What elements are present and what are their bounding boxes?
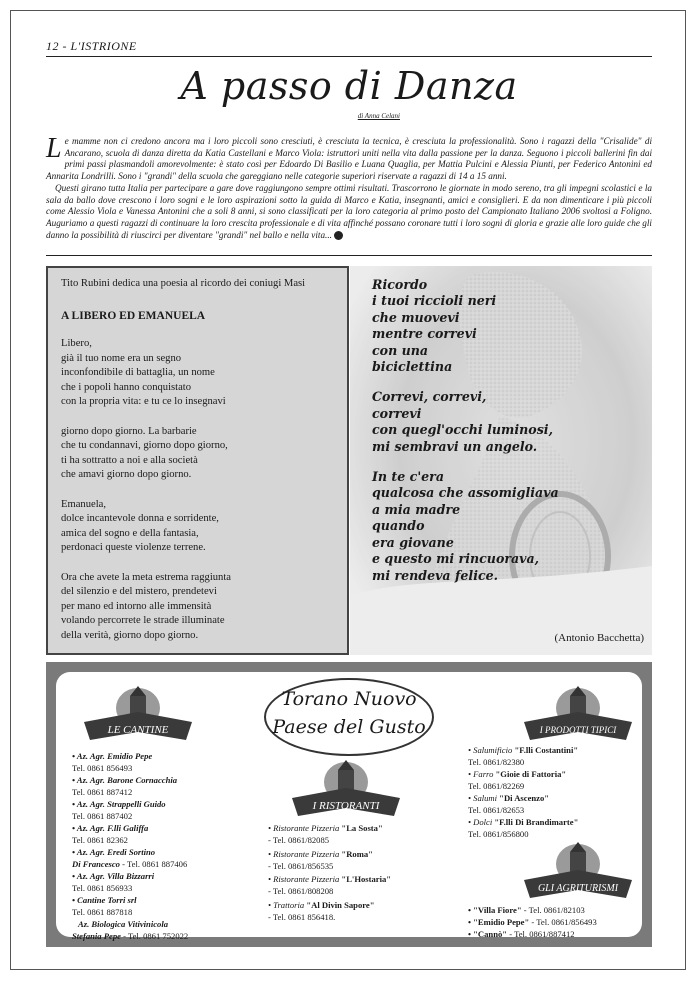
verse-line: e questo mi rincuorava, — [372, 551, 540, 567]
cantina-tel-row — [72, 834, 188, 846]
badge-ristoranti — [290, 758, 402, 820]
verse-line: biciclettina — [372, 359, 453, 375]
cantina-name-row — [72, 750, 188, 762]
verse-line: Correvi, correvi, — [372, 389, 487, 405]
cantine-list — [72, 750, 188, 942]
torano-nuovo-ad — [46, 662, 652, 947]
prodotto-row — [468, 768, 578, 780]
prodotto-tel: Tel. 0861/856800 — [468, 829, 529, 839]
verse-line: qualcosa che assomigliava — [372, 485, 559, 501]
cantina-last-name: Stefania Pepe — [72, 931, 121, 941]
poem-line: della verità, giorno dopo giorno. — [61, 629, 199, 641]
village-icon — [522, 840, 634, 902]
cantina-name: Az. Agr. Eredi Sortino — [76, 847, 156, 857]
verse-author: (Antonio Bacchetta) — [554, 632, 644, 644]
running-head: 12 - L'ISTRIONE — [46, 39, 137, 53]
poem-stanza — [61, 425, 341, 483]
cantina-tel: Tel. 0861 887402 — [72, 811, 133, 821]
agriturismo-row — [468, 928, 597, 940]
verse-stanza — [372, 389, 559, 455]
cantina-name-row — [72, 822, 188, 834]
verse-line: che muovevi — [372, 309, 460, 325]
ristorante-type: • Trattoria — [268, 899, 305, 910]
article-paragraph-2 — [46, 183, 652, 242]
ristorante-type: • Ristorante Pizzeria — [268, 848, 340, 859]
poem-line: volando percorrete le strade illuminate — [61, 615, 225, 627]
poem-line: che tu condannavi, giorno dopo giorno, — [61, 440, 228, 452]
verse-line: In te c'era — [372, 469, 444, 485]
prodotto-type: • Dolci — [468, 817, 493, 827]
agriturismo-row — [468, 916, 597, 928]
cantina-name: Cantine Torri srl — [77, 895, 137, 905]
ristorante-name: "Al Divin Sapore" — [304, 899, 375, 910]
cantina-tel-row — [72, 858, 188, 870]
ad-title-line-1: Torano Nuovo — [281, 688, 417, 710]
prodotto-tel: Tel. 0861/82269 — [468, 781, 525, 791]
poem-title: A LIBERO ED EMANUELA — [61, 310, 206, 322]
ristorante-type: • Ristorante Pizzeria — [268, 823, 340, 833]
badge-cantine — [82, 682, 194, 744]
poem-stanza — [61, 337, 341, 410]
cantina-name-row — [72, 798, 188, 810]
prodotti-list — [468, 744, 578, 840]
prodotto-type: • Farro — [468, 769, 494, 779]
verse-line: Ricordo — [372, 277, 428, 292]
verse-line: mi rendeva felice. — [372, 567, 499, 583]
agriturismo-name: • "Emidio Pepe" — [468, 917, 530, 927]
poem-box — [46, 266, 349, 655]
poem-stanza — [61, 571, 341, 644]
agriturismo-name: • "Villa Fiore" — [468, 905, 522, 915]
spacer — [268, 923, 391, 925]
ristorante-tel: - Tel. 0861/856535 — [268, 860, 334, 871]
cantina-extra: Di Francesco — [72, 859, 120, 869]
drop-cap: L — [46, 133, 62, 164]
ristorante-row — [268, 873, 391, 885]
badge-cantine-label: LE CANTINE — [107, 724, 169, 736]
cantina-last-tel: - Tel. 0861 752022 — [120, 931, 189, 941]
poem-line: che i popoli hanno conquistato — [61, 381, 192, 393]
verse-line: mentre correvi — [372, 326, 477, 342]
header-rule — [46, 56, 652, 57]
cantina-tel: Tel. 0861 887818 — [72, 907, 133, 917]
verse-line: era giovane — [372, 534, 454, 550]
paragraph-2-text: Questi girano tutta Italia per partecipare a gare dove raggiungono sempre ottimi risultati. Trascorrono le giornate in modo sereno, tra gli impegni scolastici e la sala da ballo dove crescono i loro sogni e le loro aspirazioni sotto la guida di Marco e Katia, insegnanti, amici e consiglieri. E da non dimenticare i più piccoli come Alessio Viola e Vanessa Antonini che a soli 8 anni, si sono classificati per la loro categoria al primo posto del Campionato Italiano 2006 svoltosi a Foligno. Auguriamo a questi ragazzi di continuare la loro crescita professionale e di vita affinché possano coronare tutti i loro sogni di gloria e grazie alle loro guide che gli danno la possibilità di riuscirci per diventare "grandi" nel ballo e nella vita... — [46, 182, 652, 240]
verse-line: quando — [372, 518, 425, 534]
ristorante-tel: - Tel. 0861 856418. — [268, 911, 336, 922]
badge-agriturismi — [522, 840, 634, 902]
bullet: • — [72, 871, 77, 881]
ad-panel — [56, 672, 642, 941]
cantina-tel-row — [72, 882, 188, 894]
cantina-tel-row — [72, 906, 188, 918]
verse-line: con quegl'occhi luminosi, — [372, 422, 553, 438]
poem-line: giorno dopo giorno. La barbarie — [61, 425, 197, 437]
poem-line: già il tuo nome era un segno — [61, 352, 182, 364]
poem-line: ti ha sottratto a noi e alla società — [61, 454, 198, 466]
prodotto-tel: Tel. 0861/82653 — [468, 805, 525, 815]
cantina-tel-row — [72, 786, 188, 798]
badge-agriturismi-label: GLI AGRITURISMI — [537, 883, 619, 894]
cantina-last-line-2 — [72, 930, 188, 942]
poem-line: del silenzio e del mistero, prendetevi — [61, 586, 217, 598]
section-rule — [46, 255, 652, 256]
prodotto-name: "Gioie di Fattoria" — [493, 769, 567, 779]
bullet: • — [72, 751, 77, 761]
village-icon — [522, 682, 634, 744]
cantina-name: Az. Agr. Villa Bizzarri — [76, 871, 155, 881]
bullet: • — [72, 775, 77, 785]
poem-intro: Tito Rubini dedica una poesia al ricordo dei coniugi Masi — [61, 278, 306, 289]
prodotto-row — [468, 792, 578, 804]
prodotto-name: "Di Ascenzo" — [497, 793, 550, 803]
verse-stanzas — [372, 277, 559, 598]
cantina-tel: Tel. 0861 887412 — [72, 787, 133, 797]
poem-stanzas — [61, 337, 341, 658]
ristorante-row — [268, 848, 391, 860]
ad-title-line-2: Paese del Gusto — [272, 716, 426, 738]
verse-line: correvi — [372, 405, 422, 421]
poem-stanza — [61, 498, 341, 556]
verse-line: mi sembravi un angelo. — [372, 438, 538, 454]
agriturismo-tel: - Tel. 0861/82103 — [521, 905, 585, 915]
ristorante-type: • Ristorante Pizzeria — [268, 874, 340, 884]
verse-stanza — [372, 277, 559, 375]
ristorante-row — [268, 822, 391, 834]
cantina-name: Az. Agr. Barone Cornacchia — [76, 775, 178, 785]
prodotto-row — [468, 816, 578, 828]
poem-line: inconfondibile di battaglia, un nome — [61, 367, 215, 379]
agriturismo-name: • "Cannò" — [468, 929, 508, 939]
ad-title-oval — [264, 678, 434, 756]
ristorante-tel: - Tel. 0861/82085 — [268, 835, 330, 845]
bullet: • — [72, 799, 77, 809]
cantina-name-row — [72, 894, 188, 906]
cantina-name-row — [72, 774, 188, 786]
poem-line: per mano ed intorno alle immensità — [61, 600, 212, 612]
badge-prodotti-label: I PRODOTTI TIPICI — [539, 725, 617, 735]
agriturismo-tel: - Tel. 0861/856493 — [529, 917, 597, 927]
cantina-tel: Tel. 0861 82362 — [72, 835, 128, 845]
article-byline: di Anna Celani — [357, 112, 400, 120]
bullet: • — [72, 895, 78, 905]
cantina-tel: Tel. 0861 856493 — [72, 763, 133, 773]
ristorante-row — [268, 899, 391, 911]
badge-ristoranti-label: I RISTORANTI — [312, 800, 380, 812]
cantina-tel: Tel. 0861 856933 — [72, 883, 133, 893]
poem-line: perdonaci queste violenze terrene. — [61, 542, 206, 554]
article-title: A passo di Danza — [180, 64, 518, 108]
verse-line: con una — [372, 342, 429, 358]
poem-line: Ora che avete la meta estrema raggiunta — [61, 571, 231, 583]
badge-prodotti — [522, 682, 634, 744]
article-paragraph-1 — [46, 133, 652, 183]
bullet: • — [72, 847, 77, 857]
prodotto-row — [468, 744, 578, 756]
verse-line: a mia madre — [372, 501, 461, 517]
cantina-name: Az. Agr. F.lli Galiffa — [76, 823, 149, 833]
paragraph-1-text: e mamme non ci credono ancora ma i loro piccoli sono cresciuti, è cresciuta la tecnica, è cresciuta la professionalità. Sono i ragazzi della "Crisalide" di Ancarano, scuola di danza diretta da Katia Castellani e Marco Viola: istruttori uniti nella vita dalla passione per la danza. Seguono i piccoli ballerini fin dai primi passi plasmandoli amorevolmente: è stato così per Edoardo Di Basilio e Luana Quaglia, per Mattia Pulcini e Alessia Piunti, per Federico Antonini ed Annarita Londrilli. Sono i "grandi" della scuola che gareggiano nelle categorie superiori riservate a ragazzi di 14 a 15 anni. — [46, 136, 652, 182]
prodotto-tel: Tel. 0861/82380 — [468, 757, 525, 767]
verse-panel — [350, 266, 652, 655]
verse-line: i tuoi riccioli neri — [372, 293, 497, 309]
prodotto-name: "F.lli Di Brandimarte" — [492, 817, 579, 827]
end-mark-icon — [334, 231, 343, 240]
cantina-name: Az. Agr. Emidio Pepe — [76, 751, 153, 761]
agriturismo-tel: - Tel. 0861/887412 — [507, 929, 575, 939]
poem-line: Libero, — [61, 338, 92, 349]
ristoranti-list — [268, 822, 391, 924]
article-body — [46, 133, 652, 241]
cantina-tel-row — [72, 810, 188, 822]
agriturismo-row — [468, 904, 597, 916]
ristorante-tel: - Tel. 0861/808208 — [268, 886, 334, 896]
cantina-tel: - Tel. 0861 887406 — [119, 859, 188, 869]
cantina-name-row — [72, 870, 188, 882]
poem-line: Emanuela, — [61, 498, 107, 510]
prodotto-name: "F.lli Costantini" — [512, 745, 579, 755]
agriturismi-list — [468, 904, 597, 940]
ristorante-name: "Roma" — [339, 848, 373, 859]
poem-line: amica del sogno e della fantasia, — [61, 527, 199, 539]
prodotto-type: • Salumificio — [468, 745, 513, 755]
poem-line: che amavi giorno dopo giorno. — [61, 469, 192, 481]
village-icon — [82, 682, 194, 744]
bullet: • — [72, 823, 77, 833]
verse-stanza — [372, 469, 559, 584]
village-icon — [290, 758, 402, 820]
poem-line: con la propria vita: e tu ce lo insegnavi — [61, 396, 226, 408]
ristorante-name: "La Sosta" — [339, 823, 383, 833]
cantina-name-row — [72, 846, 188, 858]
prodotto-type: • Salumi — [468, 793, 498, 803]
cantina-last-line-1: Az. Biologica Vitivinicola — [78, 919, 169, 929]
poem-line: dolce incantevole donna e sorridente, — [61, 513, 219, 525]
cantina-name: Az. Agr. Strappelli Guido — [76, 799, 166, 809]
cantina-tel-row — [72, 762, 188, 774]
ristorante-name: "L'Hostaria" — [339, 874, 392, 884]
